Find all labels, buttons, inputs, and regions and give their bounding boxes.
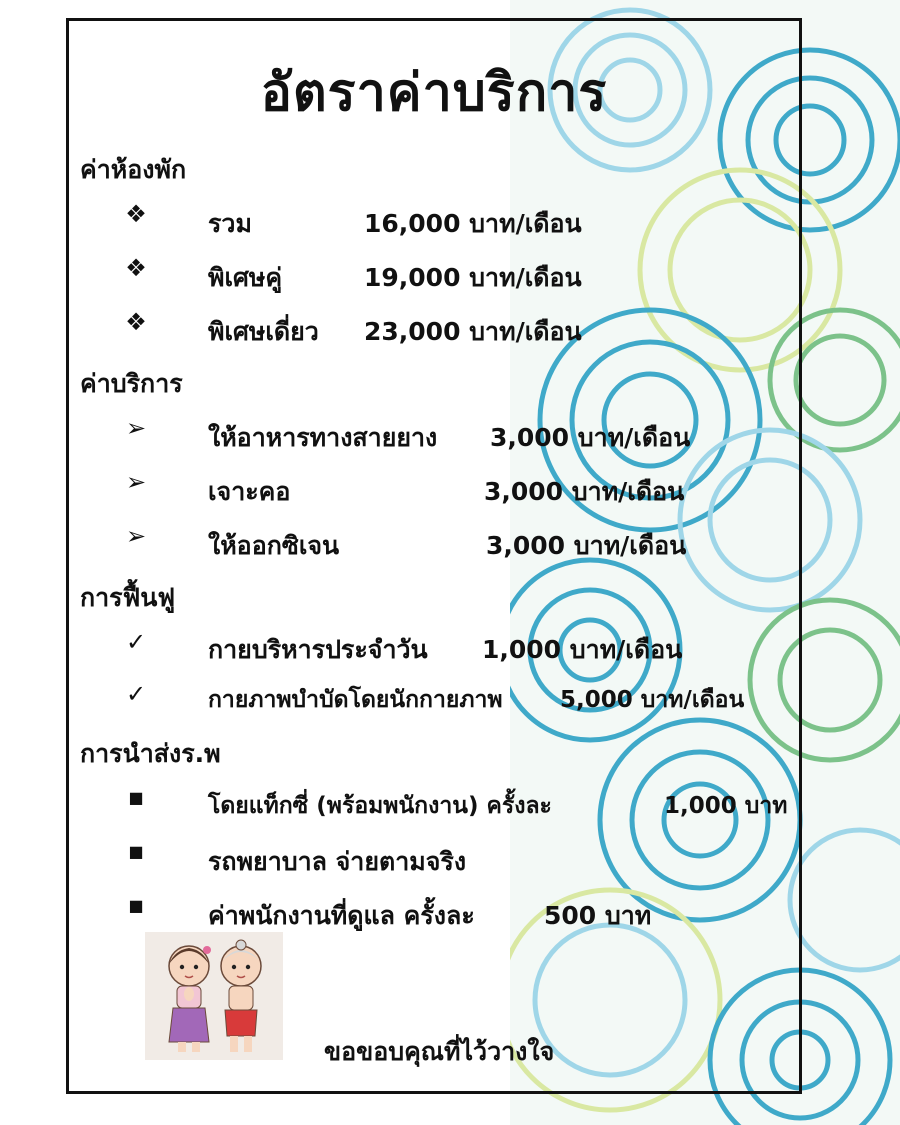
- diamond-bullet-icon: ❖: [125, 200, 147, 228]
- service-price: 3,000 บาท/เดือน: [490, 423, 691, 452]
- thai-greeting-mascot-illustration: [145, 932, 283, 1060]
- transfer-label: โดยแท็กซี่ (พร้อมพนักงาน) ครั้งละ: [208, 793, 552, 819]
- service-label: ให้ออกซิเจน: [208, 531, 340, 560]
- section-heading-service: ค่าบริการ: [80, 369, 183, 398]
- square-bullet-icon: ■: [128, 896, 144, 915]
- transfer-label: ค่าพนักงานที่ดูแล ครั้งละ: [208, 901, 475, 930]
- service-price: 3,000 บาท/เดือน: [484, 477, 685, 506]
- square-bullet-icon: ■: [128, 788, 144, 807]
- room-label: พิเศษคู่: [208, 263, 283, 292]
- transfer-price: 1,000 บาท: [664, 793, 788, 819]
- room-price: 19,000 บาท/เดือน: [364, 263, 582, 292]
- diamond-bullet-icon: ❖: [125, 308, 147, 336]
- room-label: พิเศษเดี่ยว: [208, 317, 319, 346]
- diamond-bullet-icon: ❖: [125, 254, 147, 282]
- rehab-price: 5,000 บาท/เดือน: [560, 687, 745, 713]
- thank-you-message: ขอขอบคุณที่ไว้วางใจ: [324, 1037, 555, 1066]
- service-label: ให้อาหารทางสายยาง: [208, 423, 438, 452]
- section-heading-room: ค่าห้องพัก: [80, 155, 187, 184]
- checkmark-bullet-icon: ✓: [125, 680, 147, 708]
- page-title: อัตราค่าบริการ: [260, 63, 608, 123]
- room-label: รวม: [208, 209, 252, 238]
- arrow-bullet-icon: ➢: [125, 522, 147, 550]
- service-price: 3,000 บาท/เดือน: [486, 531, 687, 560]
- checkmark-bullet-icon: ✓: [125, 628, 147, 656]
- transfer-label: รถพยาบาล จ่ายตามจริง: [208, 847, 467, 876]
- room-price: 16,000 บาท/เดือน: [364, 209, 582, 238]
- section-heading-rehab: การฟื้นฟู: [80, 583, 176, 612]
- square-bullet-icon: ■: [128, 842, 144, 861]
- arrow-bullet-icon: ➢: [125, 414, 147, 442]
- arrow-bullet-icon: ➢: [125, 468, 147, 496]
- rehab-price: 1,000 บาท/เดือน: [482, 635, 683, 664]
- section-heading-transfer: การนำส่งร.พ: [80, 739, 221, 768]
- room-price: 23,000 บาท/เดือน: [364, 317, 582, 346]
- transfer-price: 500 บาท: [544, 901, 652, 930]
- service-label: เจาะคอ: [208, 477, 291, 506]
- rehab-label: กายภาพบำบัดโดยนักกายภาพ: [208, 687, 503, 713]
- rehab-label: กายบริหารประจำวัน: [208, 635, 428, 664]
